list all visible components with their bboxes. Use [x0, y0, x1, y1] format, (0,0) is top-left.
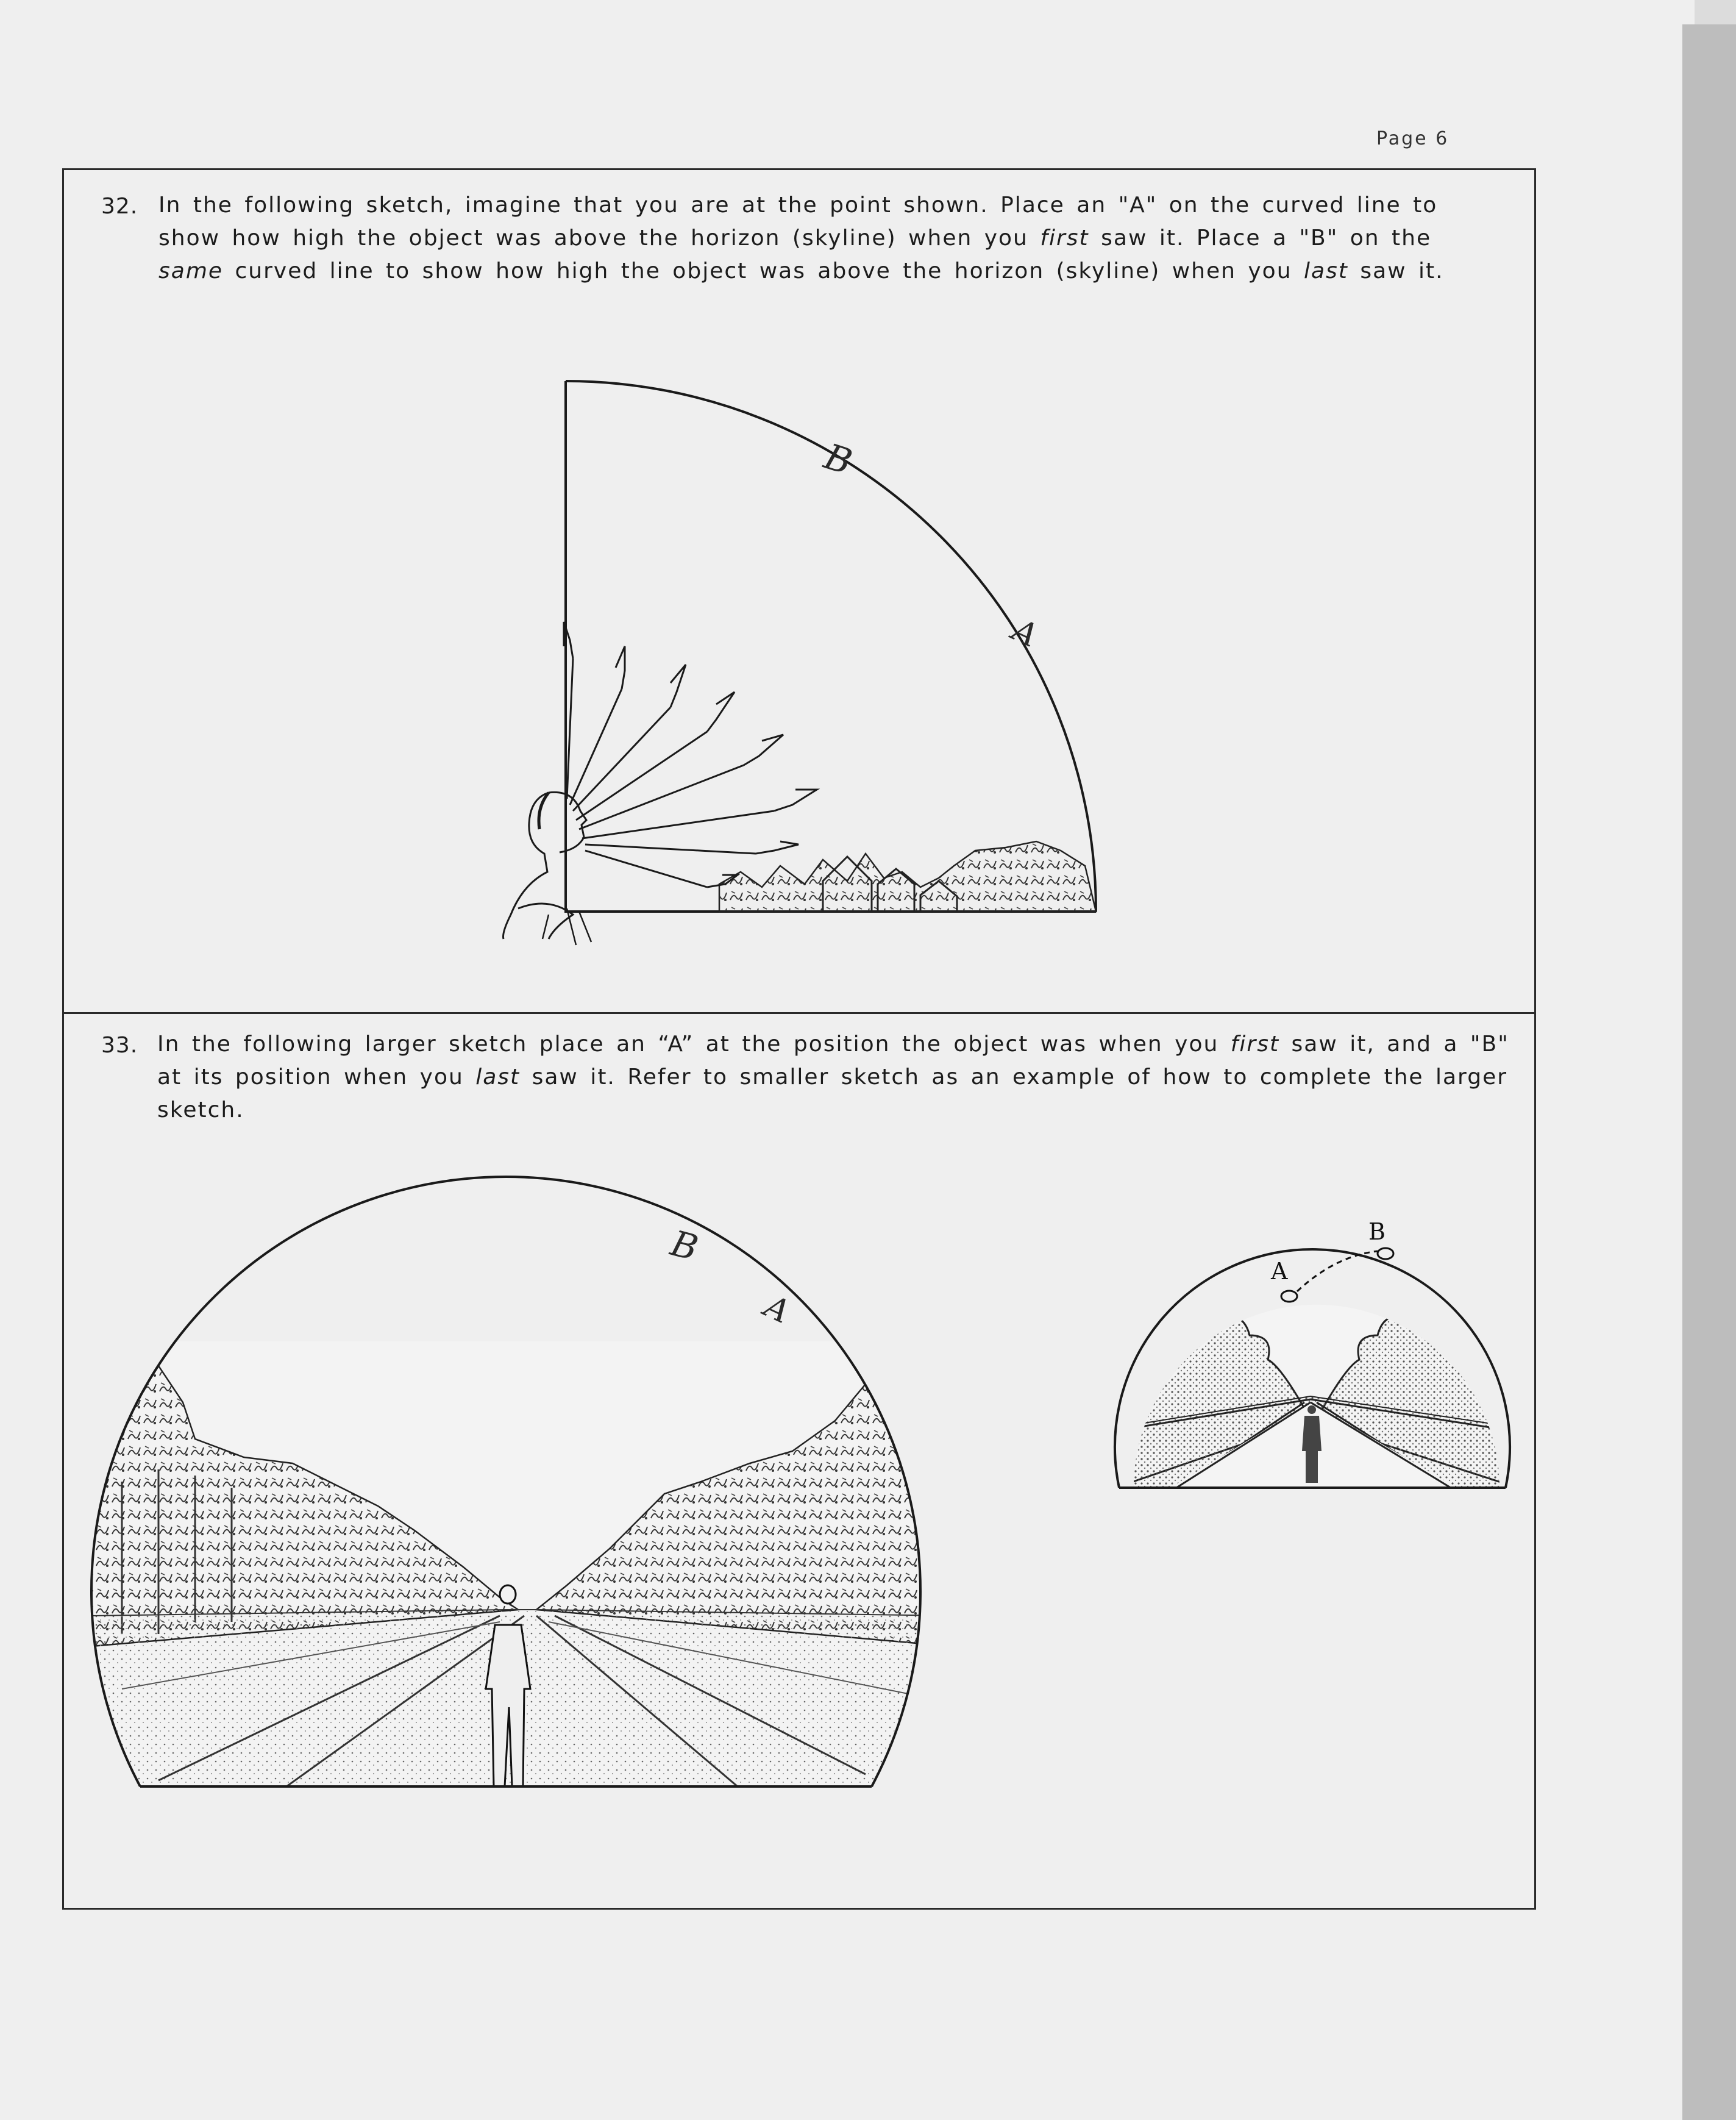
large-street-sketch: [91, 1177, 951, 1805]
small-example-sketch: [1109, 1195, 1524, 1500]
question-32-number: 32.: [101, 194, 138, 219]
handwritten-mark-a: A: [1006, 612, 1044, 655]
quarter-circle-sketch: [503, 381, 1097, 945]
skyline-drawing: [719, 841, 1096, 912]
question-33-text: In the following larger sketch place an “A” at the position the object was when you first saw it, and a "B" at its position when you last saw it. Refer to smaller sketch as an example of how to complete the larger sketch.: [157, 1032, 1509, 1122]
question-32-text: In the following sketch, imagine that you are at the point shown. Place an "A" on the curved line to show how high the object was above the horizon (skyline) when you first saw it. Place a "B" on the same curved line to show how high the object was above the horizon (skyline) when you last saw it.: [158, 193, 1444, 284]
handwritten-mark-b: B: [666, 1222, 703, 1269]
question-33-number: 33.: [101, 1033, 138, 1058]
page-number: Page 6: [1376, 128, 1450, 149]
handwritten-mark-b: B: [819, 435, 857, 484]
handwritten-mark-a: A: [759, 1288, 795, 1331]
example-label-b: B: [1368, 1218, 1386, 1245]
example-label-a: A: [1271, 1258, 1288, 1285]
